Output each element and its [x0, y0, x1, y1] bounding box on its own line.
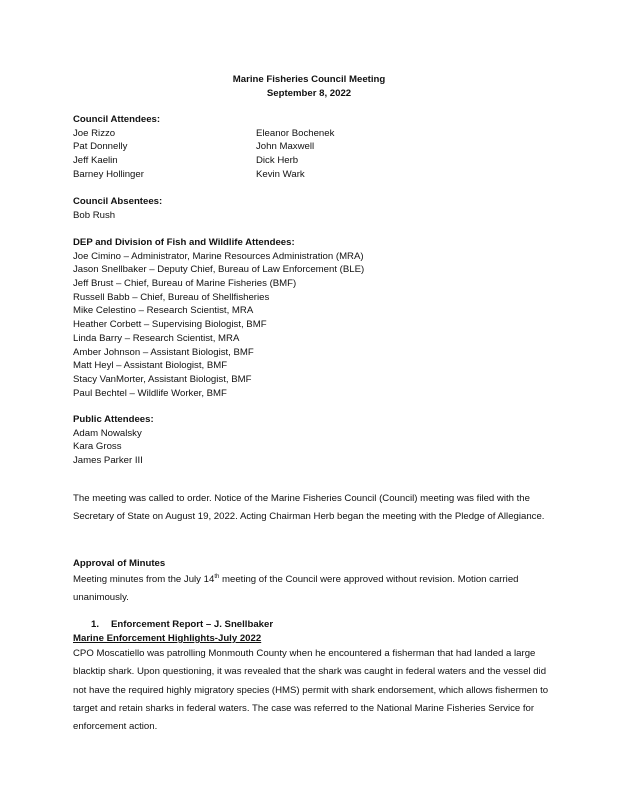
staff-name: Jeff Brust – Chief, Bureau of Marine Fisheries (BMF) [73, 278, 297, 290]
attendee-name: Kevin Wark [256, 168, 305, 180]
attendee-name: Joe Rizzo [73, 127, 116, 139]
public-name: Kara Gross [73, 441, 122, 453]
attendee-name: Dick Herb [256, 155, 299, 167]
public-attendees-heading: Public Attendees: [73, 414, 154, 425]
council-attendees-section [73, 113, 160, 181]
approval-heading: Approval of Minutes [73, 558, 166, 569]
enforcement-report-heading: 1. Enforcement Report – J. Snellbaker [91, 619, 274, 630]
attendee-name: Barney Hollinger [73, 168, 144, 180]
staff-name: Heather Corbett – Supervising Biologist, BMF [73, 319, 267, 331]
staff-name: Linda Barry – Research Scientist, MRA [73, 332, 240, 344]
staff-name: Mike Celestino – Research Scientist, MRA [73, 305, 254, 317]
attendee-name: Pat Donnelly [73, 141, 128, 153]
absentee-name: Bob Rush [73, 209, 116, 221]
attendee-name: Jeff Kaelin [73, 155, 118, 167]
attendee-name: Eleanor Bochenek [256, 127, 335, 139]
dep-attendees-heading: DEP and Division of Fish and Wildlife Attendees: [73, 237, 295, 248]
council-attendees-right-column [256, 127, 334, 182]
enforcement-subheading: Marine Enforcement Highlights-July 2022 [73, 633, 262, 644]
document-title: Marine Fisheries Council Meeting [232, 74, 386, 85]
staff-name: Stacy VanMorter, Assistant Biologist, BMF [73, 373, 252, 385]
staff-name: Matt Heyl – Assistant Biologist, BMF [73, 360, 228, 372]
public-attendees-section [73, 413, 154, 468]
enforcement-paragraph: CPO Moscatiello was patrolling Monmouth County when he encountered a fisherman that had landed a large blacktip shark. Upon questioning, it was revealed that the shark was caught in federal waters and the vessel did not have the required highly migratory species (HMS) permit with shark endorsement, which allows fishermen to target and retain sharks in federal waters. The case was referred to the National Marine Fisheries Service for enforcement action. [73, 648, 549, 733]
staff-name: Russell Babb – Chief, Bureau of Shellfisheries [73, 291, 270, 303]
intro-paragraph: The meeting was called to order. Notice of the Marine Fisheries Council (Council) meeting was filed with the Secretary of State on August 19, 2022. Acting Chairman Herb began the meeting with the Pledge of Allegiance. [73, 493, 545, 523]
section-number: 1. [91, 619, 100, 630]
dep-attendees-section [73, 236, 364, 400]
superscript: th [214, 573, 220, 580]
document-date: September 8, 2022 [266, 88, 352, 99]
approval-paragraph: Meeting minutes from the July 14th meeting of the Council were approved without revision. Motion carried unanimously. [73, 573, 519, 604]
staff-name: Amber Johnson – Assistant Biologist, BMF [73, 346, 254, 358]
council-absentees-heading: Council Absentees: [73, 196, 163, 207]
staff-name: Paul Bechtel – Wildlife Worker, BMF [73, 387, 227, 399]
staff-name: Joe Cimino – Administrator, Marine Resources Administration (MRA) [73, 250, 364, 262]
public-name: Adam Nowalsky [73, 427, 142, 439]
council-attendees-heading: Council Attendees: [73, 114, 161, 125]
council-absentees-section [73, 195, 162, 222]
attendee-name: John Maxwell [256, 141, 315, 153]
staff-name: Jason Snellbaker – Deputy Chief, Bureau of Law Enforcement (BLE) [73, 264, 365, 276]
public-name: James Parker III [73, 455, 143, 467]
